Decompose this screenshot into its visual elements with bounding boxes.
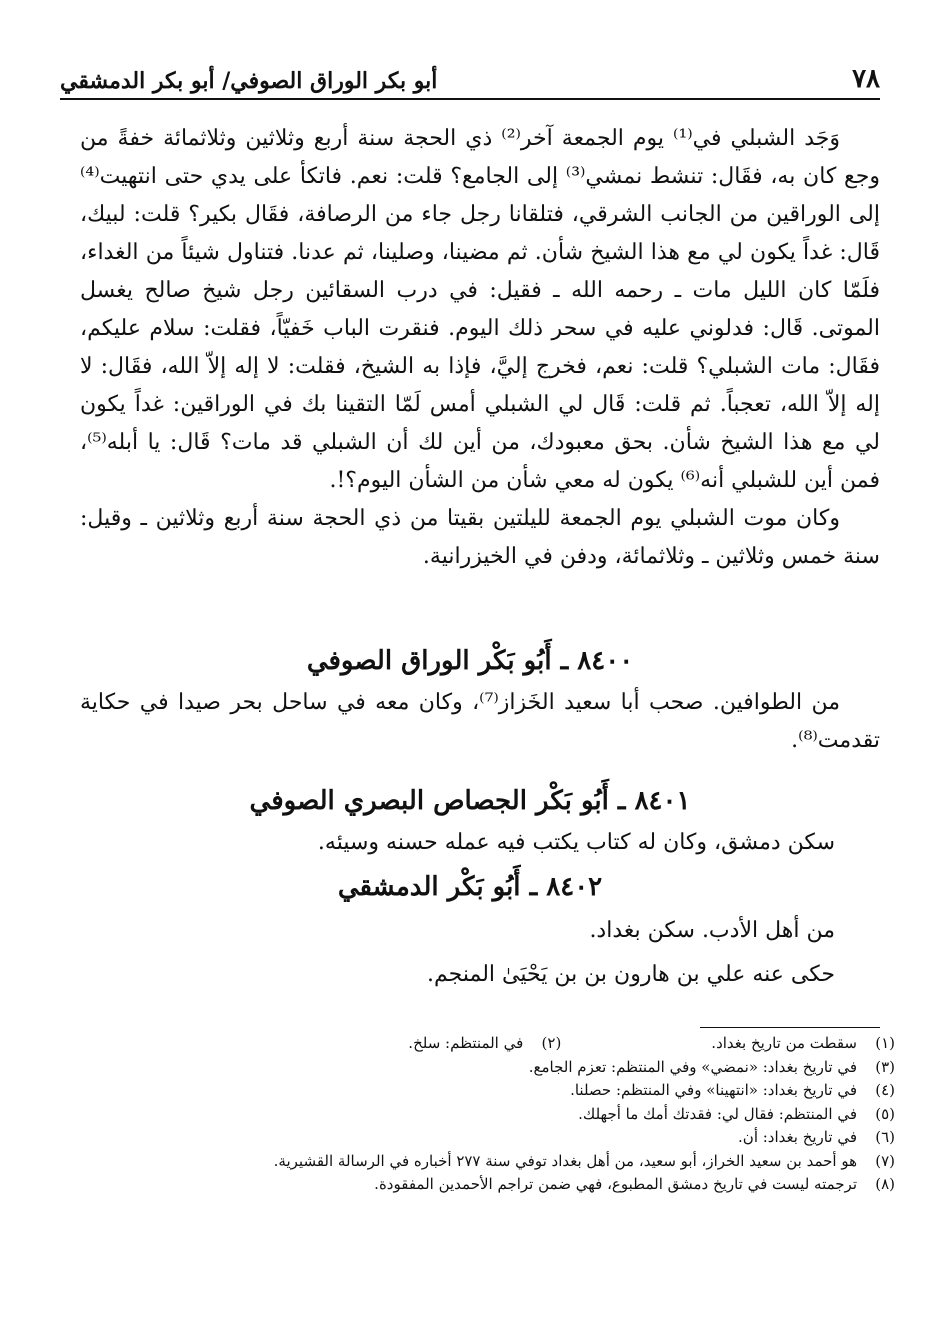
footnote-text: في تاريخ بغداد: أن. bbox=[738, 1128, 857, 1146]
footnote-6 bbox=[200, 1126, 895, 1150]
footnote-number: (٥) bbox=[875, 1104, 895, 1123]
running-header bbox=[60, 54, 880, 100]
entry-heading-8401: ٨٤٠١ ـ أَبُو بَكْر الجصاص البصري الصوفي bbox=[249, 786, 691, 816]
footnote-4 bbox=[200, 1079, 895, 1103]
footnote-number: (١) bbox=[875, 1034, 895, 1052]
footnote-8 bbox=[200, 1173, 895, 1197]
footnote-7 bbox=[200, 1150, 895, 1174]
entry-text-8401: سكن دمشق، وكان له كتاب يكتب فيه عمله حسنه وسيئه. bbox=[317, 830, 835, 855]
footnote-2 bbox=[408, 1032, 561, 1056]
entry-text-8400: من الطوافين. صحب أبا سعيد الخَزاز⁽⁷⁾، وكان معه في ساحل بحر صيدا في حكاية تقدمت⁽⁸⁾. bbox=[80, 690, 880, 753]
footnote-text: في المنتظم: سلخ. bbox=[408, 1034, 524, 1052]
entry-text-8402-line-1: من أهل الأدب. سكن بغداد. bbox=[589, 918, 835, 943]
footnote-text: في المنتظم: فقال لي: فقدتك أمك ما أجهلك. bbox=[578, 1104, 857, 1123]
footnote-text: في تاريخ بغداد: «نمضي» وفي المنتظم: تعزم الجامع. bbox=[528, 1057, 857, 1076]
footnote-text: في تاريخ بغداد: «انتهينا» وفي المنتظم: حصلنا. bbox=[570, 1081, 857, 1099]
intro-text bbox=[80, 120, 880, 576]
header-title: أبو بكر الوراق الصوفي/ أبو بكر الدمشقي bbox=[60, 68, 438, 94]
footnote-separator bbox=[700, 1027, 880, 1028]
footnote-number: (٣) bbox=[875, 1057, 895, 1076]
entry-text-8402-line-2: حكى عنه علي بن هارون بن بن يَحْيَىٰ المنجم. bbox=[427, 962, 835, 987]
footnote-number: (٧) bbox=[875, 1151, 895, 1170]
page-number: ٧٨ bbox=[852, 64, 880, 94]
footnote-text: هو أحمد بن سعيد الخراز، أبو سعيد، من أهل بغداد توفي سنة ٢٧٧ أخباره في الرسالة القشيرية. bbox=[273, 1151, 857, 1170]
footnote-row-1-2 bbox=[200, 1032, 895, 1056]
entry-heading-8402: ٨٤٠٢ ـ أَبُو بَكْر الدمشقي bbox=[337, 872, 603, 902]
footnote-3 bbox=[200, 1056, 895, 1080]
footnote-number: (٢) bbox=[541, 1034, 562, 1052]
intro-paragraph-2: وكان موت الشبلي يوم الجمعة لليلتين بقيتا من ذي الحجة سنة أربع وثلاثين ـ وقيل: سنة خمس وثلاثين ـ وثلاثمائة، ودفن في الخيزرانية. bbox=[80, 506, 880, 569]
footnote-number: (٦) bbox=[875, 1128, 895, 1146]
footnotes bbox=[200, 1032, 895, 1197]
footnote-1 bbox=[711, 1032, 895, 1056]
footnote-number: (٤) bbox=[875, 1081, 895, 1099]
footnote-text: ترجمته ليست في تاريخ دمشق المطبوع، فهي ضمن تراجم الأحمدين المفقودة. bbox=[374, 1175, 857, 1193]
intro-paragraph-1: وَجَد الشبلي في⁽¹⁾ يوم الجمعة آخر⁽²⁾ ذي الحجة سنة أربع وثلاثين وثلاثمائة خفةً من وجع كان به، فقَال: تنشط نمشي⁽³⁾ إلى الجامع؟ قلت: نعم. فاتكأ على يدي حتى انتهيت⁽⁴⁾ إلى الوراقين من الجانب الشرقي، فتلقانا رجل جاء من الرصافة، فقَال بكير؟ قلت: لبيك، قَال: غداً يكون لي مع هذا الشيخ شأن. ثم مضينا، وصلينا، ثم عدنا. فتناول شيئاً من الغداء، فلَمّا كان الليل مات ـ رحمه الله ـ فقيل: في درب السقائين رجل شيخ صالح يغسل الموتى. قَال: فدلوني عليه في سحر ذلك اليوم. فنقرت الباب خَفيّاً، فقلت: سلام عليكم، فقَال: مات الشبلي؟ قلت: نعم، فخرج إليَّ، فإذا به الشيخ، فقلت: لا إله إلاّ الله، فقَال: لا إله إلاّ الله، تعجباً. ثم قلت: قَال لي الشبلي أمس لَمّا التقينا بك في الوراقين: غداً يكون لي مع هذا الشيخ شأن. بحق معبودك، من أين لك أن الشبلي قد مات؟ قَال: يا أبله⁽⁵⁾، فمن أين للشبلي أنه⁽⁶⁾ يكون له معي شأن من الشأن اليوم؟!. bbox=[80, 126, 880, 493]
footnote-text: سقطت من تاريخ بغداد. bbox=[711, 1034, 857, 1052]
footnote-5 bbox=[200, 1103, 895, 1127]
footnote-number: (٨) bbox=[875, 1175, 895, 1193]
entry-heading-8400: ٨٤٠٠ ـ أَبُو بَكْر الوراق الصوفي bbox=[306, 646, 634, 676]
